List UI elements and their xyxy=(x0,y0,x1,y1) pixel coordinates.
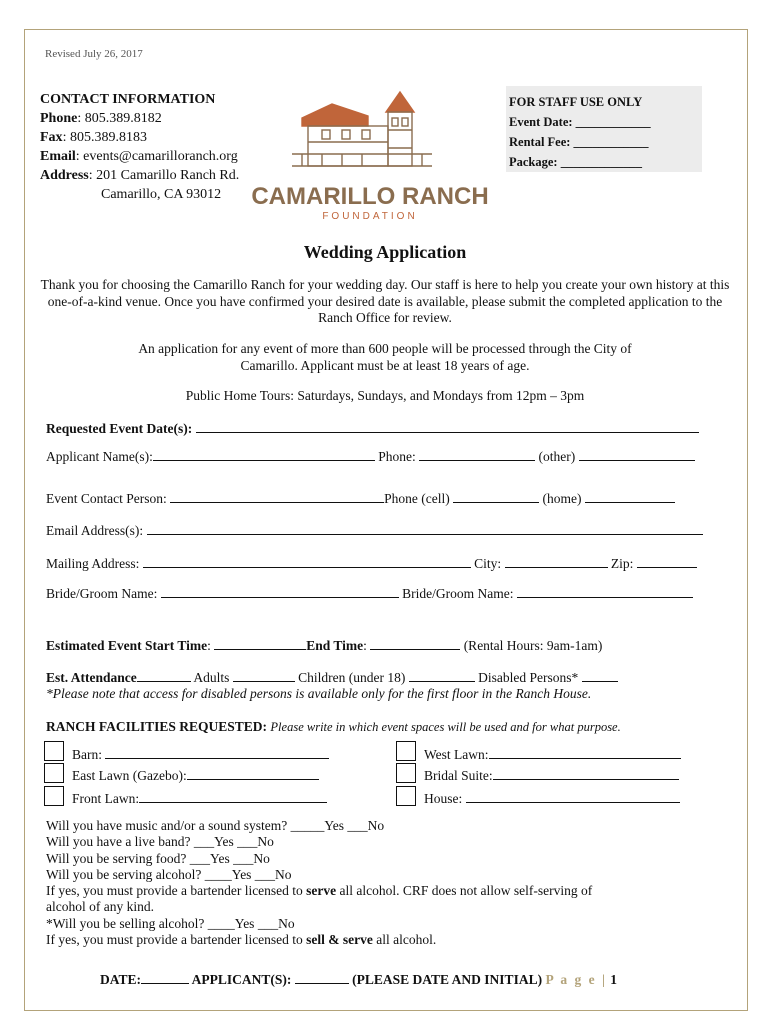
front-lawn-row: Front Lawn: xyxy=(72,790,327,807)
question-alcohol: Will you be serving alcohol? ____Yes ___No xyxy=(46,866,292,882)
west-lawn-field[interactable] xyxy=(489,746,681,759)
disabled-persons-field[interactable] xyxy=(582,669,618,682)
disabled-note: *Please note that access for disabled persons is available only for the first floor in the Ranch House. xyxy=(46,686,592,701)
event-times-row: Estimated Event Start Time: End Time: (Rental Hours: 9am-1am) xyxy=(46,638,603,653)
contact-heading: CONTACT INFORMATION xyxy=(40,92,216,107)
cell-phone-field[interactable] xyxy=(453,490,539,503)
page-label: P a g e | xyxy=(545,972,607,987)
staff-package[interactable]: Package: _____________ xyxy=(509,155,642,169)
east-lawn-field[interactable] xyxy=(187,767,319,780)
svg-text:FOUNDATION: FOUNDATION xyxy=(322,211,418,222)
barn-field[interactable] xyxy=(105,746,329,759)
contact-person-row: Event Contact Person: Phone (cell) (home) xyxy=(46,490,726,507)
question-live-band: Will you have a live band? ___Yes ___No xyxy=(46,834,274,850)
contact-email: Email: events@camarilloranch.org xyxy=(40,149,238,164)
front-lawn-checkbox[interactable] xyxy=(44,786,64,806)
applicant-names-field[interactable] xyxy=(153,448,375,461)
front-lawn-field[interactable] xyxy=(139,790,327,803)
start-time-field[interactable] xyxy=(214,637,306,650)
contact-phone: Phone: 805.389.8182 xyxy=(40,111,162,126)
staff-event-date[interactable]: Event Date: ____________ xyxy=(509,115,651,129)
contact-info xyxy=(40,90,239,204)
revised-date: Revised July 26, 2017 xyxy=(45,48,143,60)
email-row: Email Address(s): xyxy=(46,522,726,539)
svg-text:CAMARILLO RANCH: CAMARILLO RANCH xyxy=(251,183,489,210)
contact-fax: Fax: 805.389.8183 xyxy=(40,130,147,145)
notice-paragraph: An application for any event of more than 600 people will be processed through the City of Camarillo. Applicant must be at least 18 years of age. xyxy=(138,341,632,373)
city-field[interactable] xyxy=(505,555,608,568)
adults-field[interactable] xyxy=(233,669,295,682)
page-number: 1 xyxy=(610,972,618,987)
alcohol-serve-note-2: alcohol of any kind. xyxy=(46,899,154,915)
barn-row: Barn: xyxy=(72,746,329,763)
attendance-field[interactable] xyxy=(137,669,191,682)
alcohol-sell-note: If yes, you must provide a bartender licensed to sell & serve all alcohol. xyxy=(46,932,437,948)
east-lawn-checkbox[interactable] xyxy=(44,763,64,783)
west-lawn-row: West Lawn: xyxy=(424,746,681,763)
bridal-suite-row: Bridal Suite: xyxy=(424,767,679,784)
tours-line: Public Home Tours: Saturdays, Sundays, and Mondays from 12pm – 3pm xyxy=(185,388,585,403)
staff-heading: FOR STAFF USE ONLY xyxy=(509,95,643,109)
home-phone-field[interactable] xyxy=(585,490,675,503)
barn-checkbox[interactable] xyxy=(44,741,64,761)
applicant-phone-field[interactable] xyxy=(419,448,535,461)
bride-groom-name-1-field[interactable] xyxy=(161,585,399,598)
page-title: Wedding Application xyxy=(303,242,467,262)
bride-groom-row: Bride/Groom Name: Bride/Groom Name: xyxy=(46,585,726,602)
questions-block xyxy=(46,818,726,948)
contact-person-field[interactable] xyxy=(170,490,384,503)
house-checkbox[interactable] xyxy=(396,786,416,806)
alcohol-serve-note: If yes, you must provide a bartender licensed to serve all alcohol. CRF does not allow self-serving of xyxy=(46,883,593,899)
east-lawn-row: East Lawn (Gazebo): xyxy=(72,767,319,784)
house-row: House: xyxy=(424,790,680,807)
zip-field[interactable] xyxy=(637,555,697,568)
contact-address-2: Camarillo, CA 93012 xyxy=(101,187,222,202)
requested-dates-row: Requested Event Date(s): xyxy=(46,420,726,437)
camarillo-ranch-logo xyxy=(251,82,489,224)
staff-use-box xyxy=(506,86,702,172)
requested-dates-field[interactable] xyxy=(196,420,699,433)
bride-groom-name-2-field[interactable] xyxy=(517,585,693,598)
bridal-suite-checkbox[interactable] xyxy=(396,763,416,783)
question-music: Will you have music and/or a sound system? _____Yes ___No xyxy=(46,818,385,833)
contact-address: Address: 201 Camarillo Ranch Rd. xyxy=(40,168,240,183)
applicant-other-phone-field[interactable] xyxy=(579,448,695,461)
end-time-field[interactable] xyxy=(370,637,460,650)
facilities-heading-row: RANCH FACILITIES REQUESTED: Please write in which event spaces will be used and for what purpose. xyxy=(46,719,621,734)
intro-paragraph: Thank you for choosing the Camarillo Ranch for your wedding day. Our staff is here to help you create your own history at this one-of-a-kind venue. Once you have confirmed your desired date is available, please submit the completed application to the Ranch Office for review. xyxy=(40,277,730,325)
bridal-suite-field[interactable] xyxy=(493,767,679,780)
footer: DATE: APPLICANT(S): (PLEASE DATE AND INITIAL) P a g e | 1 xyxy=(100,972,618,987)
applicant-row: Applicant Name(s): Phone: (other) xyxy=(46,448,726,465)
house-field[interactable] xyxy=(466,790,680,803)
mailing-address-field[interactable] xyxy=(143,555,471,568)
attendance-row: Est. Attendance Adults Children (under 18) Disabled Persons* xyxy=(46,669,726,686)
footer-initials-field[interactable] xyxy=(295,971,349,984)
staff-rental-fee[interactable]: Rental Fee: ____________ xyxy=(509,135,649,149)
question-food: Will you be serving food? ___Yes ___No xyxy=(46,850,270,866)
west-lawn-checkbox[interactable] xyxy=(396,741,416,761)
children-field[interactable] xyxy=(409,669,475,682)
mailing-row: Mailing Address: City: Zip: xyxy=(46,555,726,572)
question-selling-alcohol: *Will you be selling alcohol? ____Yes ___No xyxy=(46,915,295,931)
footer-date-field[interactable] xyxy=(141,971,189,984)
email-field[interactable] xyxy=(147,522,703,535)
